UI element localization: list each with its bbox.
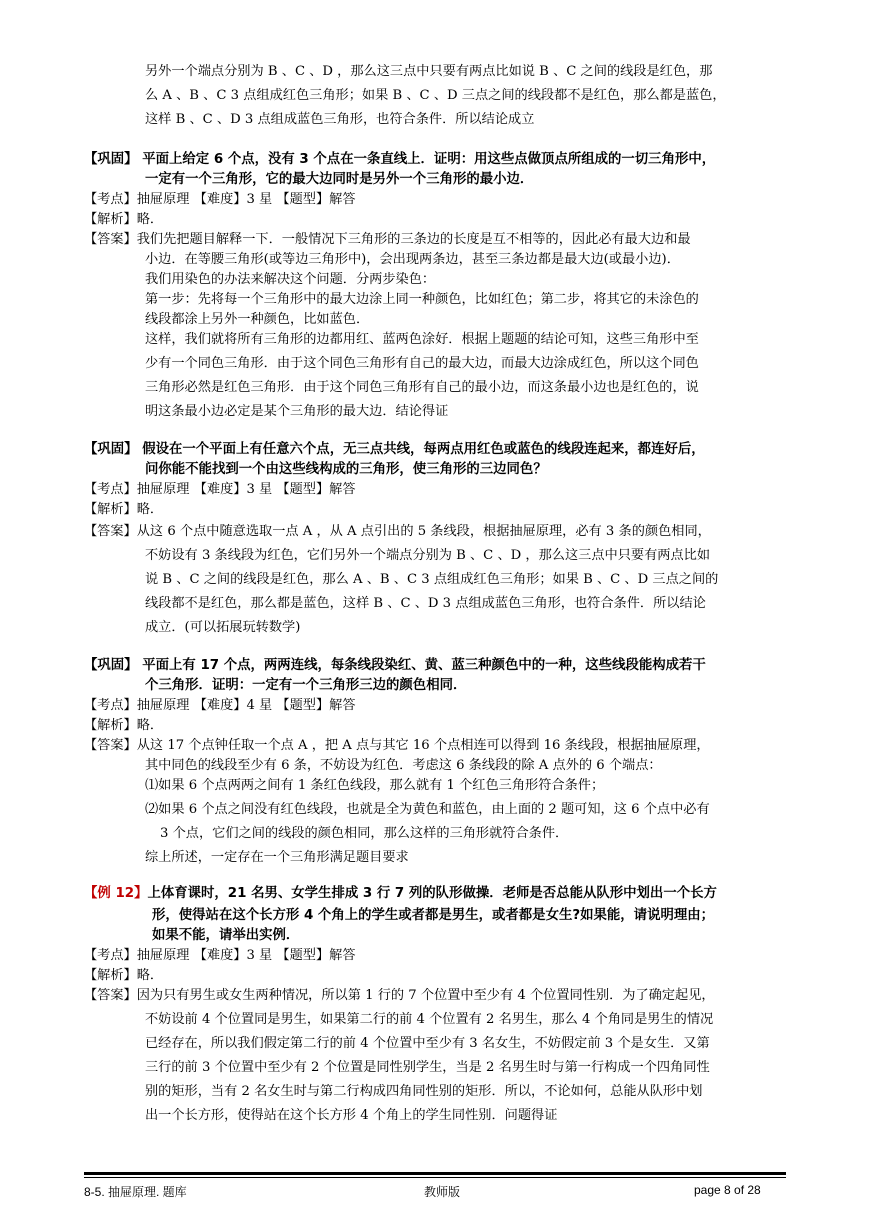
text-line <box>84 150 715 170</box>
text-line-content: 说 B 、C 之间的线段是红色，那么 A 、B 、C 3 点组成红色三角形；如果 B 、C 、D 三点之间的 <box>145 572 719 587</box>
text-line <box>145 378 699 398</box>
text-line <box>84 500 163 520</box>
text-line-content: 【答案】从这 6 个点中随意选取一点 A ，从 A 点引出的 5 条线段，根据抽屉原理，必有 3 条的颜色相同， <box>84 524 711 539</box>
footer-center: 教师版 <box>424 1185 461 1199</box>
text-line <box>145 170 533 190</box>
text-line-content: 【答案】因为只有男生或女生两种情况，所以第 1 行的 7 个位置中至少有 4 个位置同性别．为了确定起见， <box>84 988 715 1003</box>
text-line <box>145 1010 713 1030</box>
text-line <box>84 230 691 250</box>
text-line <box>152 926 299 946</box>
text-line <box>84 656 706 676</box>
text-line <box>84 440 705 460</box>
text-line-content: 【答案】我们先把题目解释一下．一般情况下三角形的三条边的长度是互不相等的，因此必有最大边和最 <box>84 232 691 247</box>
text-line <box>84 696 356 716</box>
text-line <box>145 1106 557 1126</box>
text-line <box>160 824 568 844</box>
text-line-content: ⑴如果 6 个点两两之间有 1 条红色线段，那么就有 1 个红色三角形符合条件； <box>145 778 605 793</box>
text-line-content: 【考点】抽屉原理 【难度】3 星 【题型】解答 <box>84 482 356 497</box>
text-line <box>84 210 163 230</box>
text-line <box>145 618 300 638</box>
text-line-content: 【考点】抽屉原理 【难度】3 星 【题型】解答 <box>84 192 356 207</box>
text-line <box>84 986 715 1006</box>
text-line-content: 一定有一个三角形，它的最大边同时是另外一个三角形的最小边． <box>145 172 534 187</box>
text-line-content: 【解析】略． <box>84 502 164 517</box>
text-line-content: 综上所述，一定存在一个三角形满足题目要求 <box>145 850 409 865</box>
text-line-content: 不妨设有 3 条线段为红色，它们另外一个端点分别为 B 、C 、D ，那么这三点中只要有两点比如 <box>145 548 711 563</box>
text-line-content: 【巩固】 平面上给定 6 个点，没有 3 个点在一条直线上．证明：用这些点做顶点所组成的一切三角形中， <box>84 152 716 167</box>
text-line <box>84 716 163 736</box>
text-line-content: 出一个长方形，使得站在这个长方形 4 个角上的学生同性别．问题得证 <box>145 1108 558 1123</box>
text-line <box>145 250 680 270</box>
text-line <box>145 676 466 696</box>
text-line-content: 我们用染色的办法来解决这个问题．分两步染色： <box>145 272 436 287</box>
text-line <box>84 966 163 986</box>
text-line <box>145 110 534 130</box>
text-line <box>84 522 711 542</box>
text-line <box>145 546 710 566</box>
text-line-content: 另外一个端点分别为 B 、C 、D ，那么这三点中只要有两点比如说 B 、C 之间的线段是红色，那 <box>145 64 713 79</box>
text-line-content: 如果不能，请举出实例． <box>152 928 300 943</box>
text-line-content: 三角形必然是红色三角形．由于这个同色三角形有自己的最小边，而这条最小边也是红色的，说 <box>145 380 699 395</box>
text-line <box>84 884 717 904</box>
text-line <box>145 848 409 868</box>
text-line <box>145 460 547 480</box>
text-line-content: 【答案】从这 17 个点钟任取一个点 A ，把 A 点与其它 16 个点相连可以得到 16 条线段，根据抽屉原理， <box>84 738 710 753</box>
text-line <box>152 906 714 926</box>
text-line-content: 【考点】抽屉原理 【难度】4 星 【题型】解答 <box>84 698 356 713</box>
text-line <box>145 594 706 614</box>
text-line <box>145 354 699 374</box>
text-line-content: 第一步：先将每一个三角形中的最大边涂上同一种颜色，比如红色；第二步，将其它的未涂色的 <box>145 292 699 307</box>
text-line-content: 个三角形．证明：一定有一个三角形三边的颜色相同． <box>145 678 467 693</box>
text-line-content: 成立．(可以拓展玩转数学) <box>145 620 301 635</box>
text-line-content: 其中同色的线段至少有 6 条，不妨设为红色．考虑这 6 条线段的除 A 点外的 6 个端点： <box>145 758 662 773</box>
text-line-content: 上体育课时，21 名男、女学生排成 3 行 7 列的队形做操．老师是否总能从队形中划出一个长方 <box>147 886 717 901</box>
text-line-content: 三行的前 3 个位置中至少有 2 个位置是同性别学生，当是 2 名男生时与第一行构成一个四角同性 <box>145 1060 710 1075</box>
text-line <box>145 86 726 106</box>
text-line-content: 已经存在，所以我们假定第二行的前 4 个位置中至少有 3 名女生，不妨假定前 3 个是女生．又第 <box>145 1036 710 1051</box>
text-line <box>145 1058 710 1078</box>
text-line-content: 这样 B 、C 、D 3 点组成蓝色三角形，也符合条件．所以结论成立 <box>145 112 535 127</box>
text-line-content: 么 A 、B 、C 3 点组成红色三角形；如果 B 、C 、D 三点之间的线段都不是红色，那么都是蓝色， <box>145 88 726 103</box>
text-line-content: 【巩固】 假设在一个平面上有任意六个点，无三点共线，每两点用红色或蓝色的线段连起来，都连好后， <box>84 442 705 457</box>
text-line-content: 线段都不是红色，那么都是蓝色，这样 B 、C 、D 3 点组成蓝色三角形，也符合条件．所以结论 <box>145 596 706 611</box>
text-line <box>145 402 448 422</box>
example-label: 【例 12】 <box>84 886 148 901</box>
text-line-content: 明这条最小边必定是某个三角形的最大边．结论得证 <box>145 404 449 419</box>
text-line-content: 【考点】抽屉原理 【难度】3 星 【题型】解答 <box>84 948 356 963</box>
text-line <box>145 270 435 290</box>
text-line <box>145 290 699 310</box>
text-line <box>84 190 356 210</box>
text-line <box>145 1082 702 1102</box>
text-line-content: 问你能不能找到一个由这些线构成的三角形，使三角形的三边同色？ <box>145 462 547 477</box>
footer-page-number: page 8 of 28 <box>694 1183 761 1197</box>
text-line-content: 这样，我们就将所有三角形的边都用红、蓝两色涂好．根据上题题的结论可知，这些三角形中至 <box>145 332 699 347</box>
text-line <box>145 1034 710 1054</box>
text-line-content: 3 个点，它们之间的线段的颜色相同，那么这样的三角形就符合条件． <box>160 826 569 841</box>
text-line-content: 别的矩形，当有 2 名女生时与第二行构成四角同性别的矩形．所以，不论如何，总能从队形中划 <box>145 1084 703 1099</box>
footer-rule-thin <box>84 1177 786 1178</box>
text-line-content: 【解析】略． <box>84 212 164 227</box>
text-line-content: 线段都涂上另外一种颜色，比如蓝色． <box>145 312 370 327</box>
footer-rule-thick <box>84 1172 786 1175</box>
footer-left: 8-5. 抽屉原理. 题库 <box>84 1185 187 1199</box>
text-line-content: 【解析】略． <box>84 718 164 733</box>
text-line-content: 少有一个同色三角形．由于这个同色三角形有自己的最大边，而最大边涂成红色，所以这个同色 <box>145 356 699 371</box>
text-line <box>84 736 710 756</box>
text-line <box>145 570 718 590</box>
text-line <box>84 946 356 966</box>
text-line <box>145 330 699 350</box>
text-line-content: 形，使得站在这个长方形 4 个角上的学生或者都是男生，或者都是女生?如果能，请说明理由； <box>152 908 715 923</box>
text-line <box>145 62 712 82</box>
text-line-content: ⑵如果 6 个点之间没有红色线段，也就是全为黄色和蓝色，由上面的 2 题可知，这 6 个点中必有 <box>145 802 710 817</box>
text-line-content: 小边．在等腰三角形(或等边三角形中)，会出现两条边，甚至三条边都是最大边(或最小边)． <box>145 252 680 267</box>
text-line <box>145 776 604 796</box>
text-line <box>145 800 710 820</box>
text-line <box>84 480 356 500</box>
text-line <box>145 756 662 776</box>
text-line <box>145 310 369 330</box>
text-line-content: 【巩固】 平面上有 17 个点，两两连线，每条线段染红、黄、蓝三种颜色中的一种，这些线段能构成若干 <box>84 658 706 673</box>
text-line-content: 不妨设前 4 个位置同是男生，如果第二行的前 4 个位置有 2 名男生，那么 4 个角同是男生的情况 <box>145 1012 714 1027</box>
text-line-content: 【解析】略． <box>84 968 164 983</box>
